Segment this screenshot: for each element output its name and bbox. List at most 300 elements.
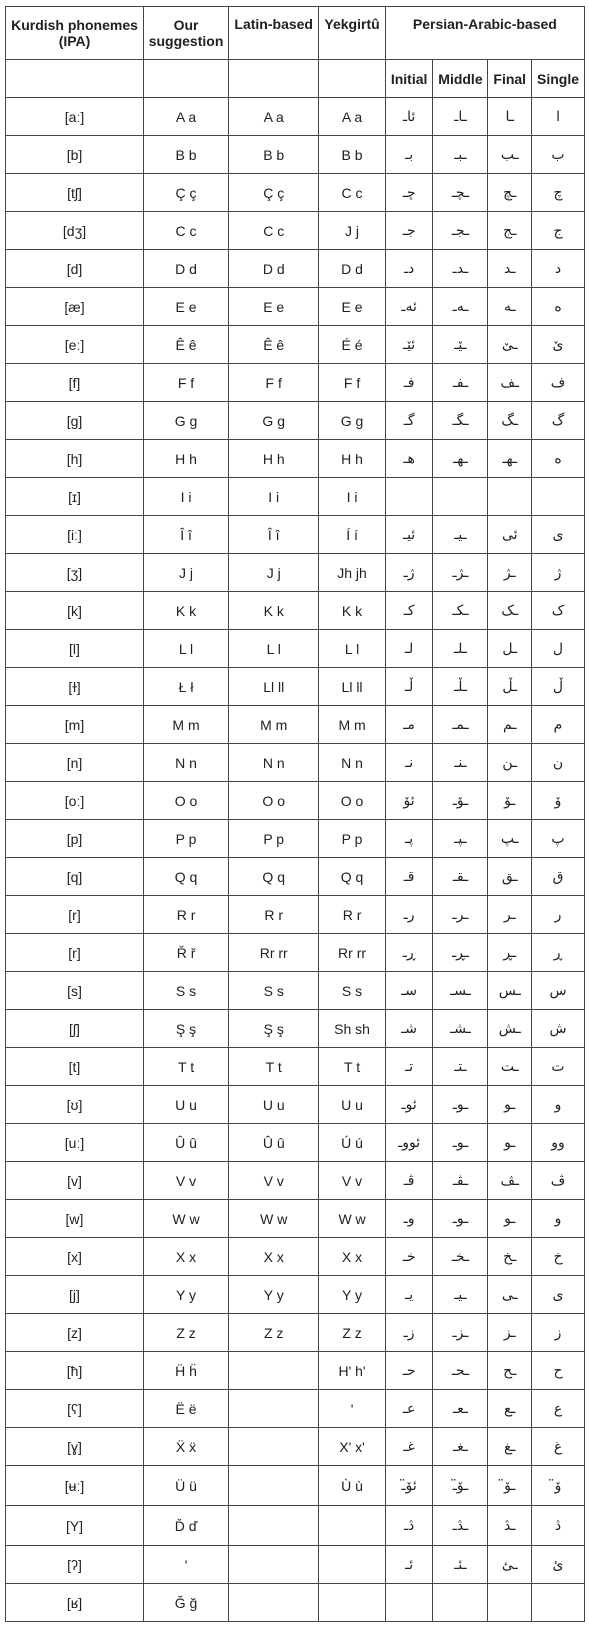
final-cell: ـڤ [488, 1162, 532, 1200]
single-cell: ە [532, 288, 585, 326]
initial-cell: ئیـ [385, 516, 433, 554]
yekgirtu-cell: C c [319, 174, 385, 212]
table-row [6, 402, 585, 440]
table-row [6, 1276, 585, 1314]
suggestion-cell: J j [144, 554, 229, 592]
suggestion-cell: M m [144, 706, 229, 744]
latin-cell: M m [229, 706, 319, 744]
final-cell: ـی [488, 1276, 532, 1314]
subheader-empty-4 [319, 60, 385, 98]
latin-cell: A a [229, 98, 319, 136]
ipa-cell: [ɪ] [6, 478, 144, 516]
initial-cell: وـ [385, 1200, 433, 1238]
ipa-cell: [dʒ] [6, 212, 144, 250]
ipa-cell: [ʔ] [6, 1546, 144, 1584]
final-cell: ـم [488, 706, 532, 744]
final-cell: ـد [488, 250, 532, 288]
latin-cell: T t [229, 1048, 319, 1086]
latin-cell: K k [229, 592, 319, 630]
suggestion-cell: E e [144, 288, 229, 326]
middle-cell: ـژـ [433, 554, 488, 592]
latin-cell: L l [229, 630, 319, 668]
initial-cell: جـ [385, 212, 433, 250]
latin-cell [229, 1506, 319, 1546]
middle-cell: ـغـ [433, 1428, 488, 1466]
initial-cell: تـ [385, 1048, 433, 1086]
suggestion-cell: X x [144, 1238, 229, 1276]
table-row [6, 972, 585, 1010]
latin-cell: F f [229, 364, 319, 402]
yekgirtu-cell: O o [319, 782, 385, 820]
middle-cell: ـلـ [433, 630, 488, 668]
table-row [6, 934, 585, 972]
middle-cell: ـچـ [433, 174, 488, 212]
single-cell: وو [532, 1124, 585, 1162]
single-cell: ا [532, 98, 585, 136]
ipa-cell: [Y] [6, 1506, 144, 1546]
yekgirtu-cell: W w [319, 1200, 385, 1238]
latin-cell: Ş ş [229, 1010, 319, 1048]
latin-cell: Y y [229, 1276, 319, 1314]
initial-cell: رـ [385, 896, 433, 934]
latin-cell: J j [229, 554, 319, 592]
latin-cell [229, 1584, 319, 1622]
latin-cell: Î î [229, 516, 319, 554]
yekgirtu-cell: Sh sh [319, 1010, 385, 1048]
subheader-final: Final [488, 60, 532, 98]
latin-cell: W w [229, 1200, 319, 1238]
table-row [6, 744, 585, 782]
single-cell: ێ [532, 326, 585, 364]
latin-cell: N n [229, 744, 319, 782]
ipa-cell: [æ] [6, 288, 144, 326]
final-cell: ـڎ [488, 1506, 532, 1546]
single-cell: و [532, 1200, 585, 1238]
final-cell: ـک [488, 592, 532, 630]
table-row [6, 706, 585, 744]
middle-cell: ـپـ [433, 820, 488, 858]
suggestion-cell: S s [144, 972, 229, 1010]
middle-cell: ـێـ [433, 326, 488, 364]
ipa-cell: [oː] [6, 782, 144, 820]
yekgirtu-cell: X x [319, 1238, 385, 1276]
latin-cell: Rr rr [229, 934, 319, 972]
table-row [6, 1086, 585, 1124]
initial-cell: مـ [385, 706, 433, 744]
middle-cell: ـگـ [433, 402, 488, 440]
latin-cell: S s [229, 972, 319, 1010]
latin-cell: Ll ll [229, 668, 319, 706]
table-row [6, 136, 585, 174]
latin-cell: C c [229, 212, 319, 250]
middle-cell: ـجـ [433, 212, 488, 250]
table-row [6, 820, 585, 858]
suggestion-cell: Ḧ ḧ [144, 1352, 229, 1390]
initial-cell: کـ [385, 592, 433, 630]
middle-cell: ـڤـ [433, 1162, 488, 1200]
suggestion-cell: I i [144, 478, 229, 516]
final-cell: ـس [488, 972, 532, 1010]
subheader-empty-2 [144, 60, 229, 98]
latin-cell [229, 1546, 319, 1584]
initial-cell: لـ [385, 630, 433, 668]
table-row [6, 1546, 585, 1584]
yekgirtu-cell: F f [319, 364, 385, 402]
latin-cell: X x [229, 1238, 319, 1276]
initial-cell: شـ [385, 1010, 433, 1048]
latin-cell: G g [229, 402, 319, 440]
single-cell: ح [532, 1352, 585, 1390]
ipa-cell: [tʃ] [6, 174, 144, 212]
final-cell: ـە [488, 288, 532, 326]
table-row [6, 516, 585, 554]
ipa-cell: [iː] [6, 516, 144, 554]
single-cell: ج [532, 212, 585, 250]
suggestion-cell: L l [144, 630, 229, 668]
single-cell: پ [532, 820, 585, 858]
suggestion-cell: Ř ř [144, 934, 229, 972]
final-cell: ـئ [488, 1546, 532, 1584]
initial-cell: ڵـ [385, 668, 433, 706]
initial-cell [385, 1584, 433, 1622]
ipa-cell: [aː] [6, 98, 144, 136]
ipa-cell: [ʕ] [6, 1390, 144, 1428]
yekgirtu-cell: N n [319, 744, 385, 782]
suggestion-cell: U u [144, 1086, 229, 1124]
yekgirtu-cell: G g [319, 402, 385, 440]
suggestion-cell: C c [144, 212, 229, 250]
ipa-cell: [h] [6, 440, 144, 478]
final-cell: ـغ [488, 1428, 532, 1466]
initial-cell: ڤـ [385, 1162, 433, 1200]
latin-cell: O o [229, 782, 319, 820]
single-cell [532, 1584, 585, 1622]
middle-cell: ـحـ [433, 1352, 488, 1390]
yekgirtu-cell: Q q [319, 858, 385, 896]
table-row [6, 98, 585, 136]
single-cell: ئ [532, 1546, 585, 1584]
latin-cell: V v [229, 1162, 319, 1200]
initial-cell: عـ [385, 1390, 433, 1428]
yekgirtu-cell: B b [319, 136, 385, 174]
table-row [6, 1352, 585, 1390]
initial-cell: ئەـ [385, 288, 433, 326]
single-cell: چ [532, 174, 585, 212]
initial-cell: چـ [385, 174, 433, 212]
table-row [6, 668, 585, 706]
suggestion-cell: Î î [144, 516, 229, 554]
suggestion-cell: T t [144, 1048, 229, 1086]
final-cell: ـۆ̈ [488, 1466, 532, 1506]
table-row [6, 364, 585, 402]
single-cell: ه [532, 440, 585, 478]
middle-cell: ـشـ [433, 1010, 488, 1048]
initial-cell: ڎـ [385, 1506, 433, 1546]
latin-cell: Z z [229, 1314, 319, 1352]
ipa-cell: [ʁ] [6, 1584, 144, 1622]
initial-cell: زـ [385, 1314, 433, 1352]
final-cell: ـق [488, 858, 532, 896]
yekgirtu-cell: Rr rr [319, 934, 385, 972]
single-cell: د [532, 250, 585, 288]
final-cell: ـچ [488, 174, 532, 212]
final-cell: ـش [488, 1010, 532, 1048]
table-row [6, 1048, 585, 1086]
initial-cell: ئوـ [385, 1086, 433, 1124]
middle-cell: ـڕـ [433, 934, 488, 972]
final-cell: ـژ [488, 554, 532, 592]
yekgirtu-cell: S s [319, 972, 385, 1010]
middle-cell: ـڵـ [433, 668, 488, 706]
single-cell: ر [532, 896, 585, 934]
ipa-cell: [z] [6, 1314, 144, 1352]
table-row [6, 440, 585, 478]
ipa-cell: [r] [6, 934, 144, 972]
table-row [6, 858, 585, 896]
initial-cell: یـ [385, 1276, 433, 1314]
initial-cell: دـ [385, 250, 433, 288]
yekgirtu-cell: ' [319, 1390, 385, 1428]
initial-cell: نـ [385, 744, 433, 782]
table-row [6, 1584, 585, 1622]
latin-cell [229, 1466, 319, 1506]
suggestion-cell: Ê ê [144, 326, 229, 364]
final-cell: ئی [488, 516, 532, 554]
ipa-cell: [w] [6, 1200, 144, 1238]
single-cell: ع [532, 1390, 585, 1428]
middle-cell: ـدـ [433, 250, 488, 288]
middle-cell: ـهـ [433, 440, 488, 478]
suggestion-cell: Q q [144, 858, 229, 896]
initial-cell: حـ [385, 1352, 433, 1390]
ipa-cell: [f] [6, 364, 144, 402]
ipa-cell: [p] [6, 820, 144, 858]
yekgirtu-cell: Ll ll [319, 668, 385, 706]
final-cell: ـا [488, 98, 532, 136]
latin-cell: Ê ê [229, 326, 319, 364]
single-cell: خ [532, 1238, 585, 1276]
ipa-cell: [ʒ] [6, 554, 144, 592]
yekgirtu-cell [319, 1584, 385, 1622]
yekgirtu-cell: A a [319, 98, 385, 136]
suggestion-cell: Ğ ğ [144, 1584, 229, 1622]
final-cell: ـو [488, 1200, 532, 1238]
final-cell: ـگ [488, 402, 532, 440]
suggestion-cell: P p [144, 820, 229, 858]
final-cell: ـت [488, 1048, 532, 1086]
ipa-cell: [s] [6, 972, 144, 1010]
latin-cell: D d [229, 250, 319, 288]
subheader-single: Single [532, 60, 585, 98]
table-row [6, 1162, 585, 1200]
final-cell: ـڵ [488, 668, 532, 706]
suggestion-cell: N n [144, 744, 229, 782]
final-cell: ـز [488, 1314, 532, 1352]
final-cell: ـن [488, 744, 532, 782]
suggestion-cell: H h [144, 440, 229, 478]
table-row [6, 1506, 585, 1546]
single-cell: ڤ [532, 1162, 585, 1200]
initial-cell: ئووـ [385, 1124, 433, 1162]
header-latin: Latin-based [229, 7, 319, 60]
table-row [6, 1428, 585, 1466]
middle-cell [433, 478, 488, 516]
yekgirtu-cell: Z z [319, 1314, 385, 1352]
single-cell: گ [532, 402, 585, 440]
initial-cell: ئۆ̈ـ [385, 1466, 433, 1506]
middle-cell: ـتـ [433, 1048, 488, 1086]
initial-cell: هـ [385, 440, 433, 478]
table-row [6, 1466, 585, 1506]
suggestion-cell: A a [144, 98, 229, 136]
suggestion-cell: W w [144, 1200, 229, 1238]
suggestion-cell: K k [144, 592, 229, 630]
middle-cell: ـەـ [433, 288, 488, 326]
middle-cell: ـکـ [433, 592, 488, 630]
header-yekgirtu: Yekgirtû [319, 7, 385, 60]
final-cell: ـو [488, 1086, 532, 1124]
middle-cell: ـڎـ [433, 1506, 488, 1546]
yekgirtu-cell: L l [319, 630, 385, 668]
table-row [6, 250, 585, 288]
suggestion-cell: Ş ş [144, 1010, 229, 1048]
ipa-cell: [k] [6, 592, 144, 630]
middle-cell: ـقـ [433, 858, 488, 896]
middle-cell: ـۆ̈ـ [433, 1466, 488, 1506]
yekgirtu-cell: U u [319, 1086, 385, 1124]
single-cell: ژ [532, 554, 585, 592]
initial-cell: فـ [385, 364, 433, 402]
middle-cell: ـئـ [433, 1546, 488, 1584]
yekgirtu-cell: H h [319, 440, 385, 478]
initial-cell: پـ [385, 820, 433, 858]
table-row [6, 288, 585, 326]
ipa-cell: [m] [6, 706, 144, 744]
initial-cell: قـ [385, 858, 433, 896]
single-cell [532, 478, 585, 516]
yekgirtu-cell: R r [319, 896, 385, 934]
final-cell: ـل [488, 630, 532, 668]
final-cell: ـپ [488, 820, 532, 858]
table-row [6, 782, 585, 820]
ipa-cell: [eː] [6, 326, 144, 364]
single-cell: ک [532, 592, 585, 630]
latin-cell: P p [229, 820, 319, 858]
latin-cell: H h [229, 440, 319, 478]
middle-cell: ـوـ [433, 1200, 488, 1238]
ipa-cell: [ħ] [6, 1352, 144, 1390]
single-cell: ف [532, 364, 585, 402]
yekgirtu-cell: D d [319, 250, 385, 288]
yekgirtu-cell: É é [319, 326, 385, 364]
single-cell: م [532, 706, 585, 744]
ipa-cell: [uː] [6, 1124, 144, 1162]
ipa-cell: [j] [6, 1276, 144, 1314]
yekgirtu-cell: K k [319, 592, 385, 630]
ipa-cell: [ʉː] [6, 1466, 144, 1506]
middle-cell: ـرـ [433, 896, 488, 934]
ipa-cell: [x] [6, 1238, 144, 1276]
middle-cell [433, 1584, 488, 1622]
single-cell: ن [532, 744, 585, 782]
suggestion-cell: D d [144, 250, 229, 288]
middle-cell: ـوـ [433, 1086, 488, 1124]
suggestion-cell: O o [144, 782, 229, 820]
ipa-cell: [t] [6, 1048, 144, 1086]
initial-cell: بـ [385, 136, 433, 174]
subheader-empty-1 [6, 60, 144, 98]
yekgirtu-cell: Y y [319, 1276, 385, 1314]
subheader-empty-3 [229, 60, 319, 98]
middle-cell: ـزـ [433, 1314, 488, 1352]
suggestion-cell: Y y [144, 1276, 229, 1314]
table-row [6, 1124, 585, 1162]
ipa-cell: [g] [6, 402, 144, 440]
initial-cell [385, 478, 433, 516]
suggestion-cell: Ç ç [144, 174, 229, 212]
table-row [6, 896, 585, 934]
table-row [6, 1314, 585, 1352]
middle-cell: ـبـ [433, 136, 488, 174]
ipa-cell: [q] [6, 858, 144, 896]
middle-cell: ـاـ [433, 98, 488, 136]
table-body [6, 98, 585, 1622]
subheader-initial: Initial [385, 60, 433, 98]
middle-cell: ـفـ [433, 364, 488, 402]
single-cell: و [532, 1086, 585, 1124]
single-cell: ڕ [532, 934, 585, 972]
yekgirtu-cell: H' h' [319, 1352, 385, 1390]
middle-cell: ـیـ [433, 516, 488, 554]
final-cell: ـڕ [488, 934, 532, 972]
middle-cell: ـنـ [433, 744, 488, 782]
single-cell: ی [532, 516, 585, 554]
latin-cell: Û û [229, 1124, 319, 1162]
yekgirtu-cell: Ú ú [319, 1124, 385, 1162]
suggestion-cell: V v [144, 1162, 229, 1200]
suggestion-cell: R r [144, 896, 229, 934]
ipa-cell: [ʊ] [6, 1086, 144, 1124]
final-cell: ـح [488, 1352, 532, 1390]
single-cell: ت [532, 1048, 585, 1086]
ipa-cell: [ɫ] [6, 668, 144, 706]
final-cell: ـو [488, 1124, 532, 1162]
ipa-cell: [l] [6, 630, 144, 668]
single-cell: ڵ [532, 668, 585, 706]
initial-cell: ئۆ [385, 782, 433, 820]
table-row [6, 174, 585, 212]
suggestion-cell: F f [144, 364, 229, 402]
yekgirtu-cell: P p [319, 820, 385, 858]
latin-cell: E e [229, 288, 319, 326]
ipa-cell: [r] [6, 896, 144, 934]
ipa-cell: [n] [6, 744, 144, 782]
yekgirtu-cell: E e [319, 288, 385, 326]
initial-cell: ئاـ [385, 98, 433, 136]
single-cell: ش [532, 1010, 585, 1048]
final-cell: ـر [488, 896, 532, 934]
subheader-middle: Middle [433, 60, 488, 98]
suggestion-cell: Ď ď [144, 1506, 229, 1546]
final-cell: ـخ [488, 1238, 532, 1276]
suggestion-cell: Ẍ ẍ [144, 1428, 229, 1466]
latin-cell: Q q [229, 858, 319, 896]
initial-cell: غـ [385, 1428, 433, 1466]
ipa-cell: [b] [6, 136, 144, 174]
single-cell: ڎ [532, 1506, 585, 1546]
final-cell: ـف [488, 364, 532, 402]
yekgirtu-cell: Ù ù [319, 1466, 385, 1506]
